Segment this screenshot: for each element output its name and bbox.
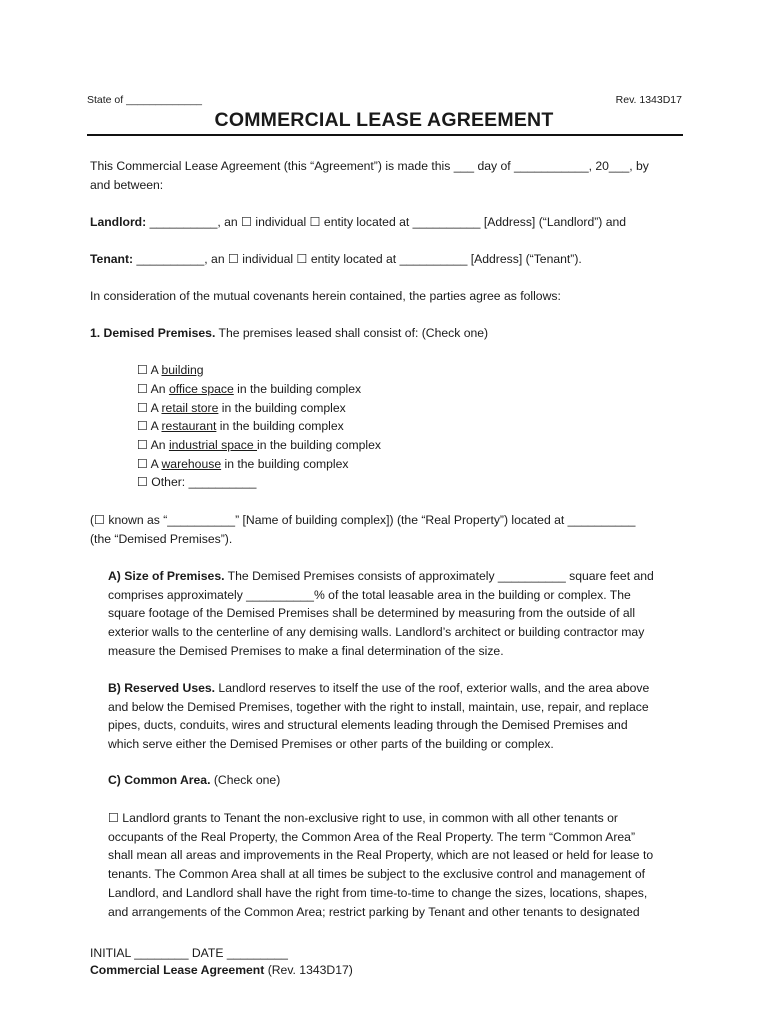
option-link: warehouse bbox=[161, 457, 222, 471]
option-link: industrial space bbox=[168, 438, 258, 452]
reserved-label: B) Reserved Uses. bbox=[108, 681, 216, 695]
premises-option-other[interactable]: ☐ Other: __________ bbox=[137, 475, 257, 489]
initial-date-line: INITIAL ________ DATE _________ bbox=[90, 946, 288, 960]
size-label: A) Size of Premises. bbox=[108, 569, 225, 583]
common-area-heading: C) Common Area. (Check one) bbox=[108, 773, 281, 787]
known-as-paragraph bbox=[90, 511, 680, 548]
common-label: C) Common Area. bbox=[108, 773, 211, 787]
premises-option-office-space[interactable]: ☐ An office space in the building complex bbox=[137, 382, 362, 396]
tenant-text: __________, an ☐ individual ☐ entity located at __________ [Address] (“Tenant”). bbox=[133, 252, 582, 266]
section-1-heading bbox=[90, 324, 680, 343]
known-as-line: (the “Demised Premises”). bbox=[90, 531, 233, 546]
premises-option-warehouse[interactable]: ☐ A warehouse in the building complex bbox=[137, 457, 349, 471]
intro-paragraph bbox=[90, 157, 680, 194]
intro-line: This Commercial Lease Agreement (this “Agreement”) is made this ___ day of ___________, 20___, by bbox=[90, 159, 649, 173]
option-link: restaurant bbox=[161, 419, 217, 433]
consideration-paragraph bbox=[90, 287, 680, 306]
tenant-label: Tenant: bbox=[90, 252, 134, 266]
premises-option-building[interactable]: ☐ A building bbox=[137, 363, 204, 377]
section-1-text: The premises leased shall consist of: (Check one) bbox=[215, 326, 489, 340]
option-link: office space bbox=[168, 382, 234, 396]
state-field: State of _____________ bbox=[87, 94, 203, 106]
revision-number: Rev. 1343D17 bbox=[615, 94, 682, 106]
option-link: building bbox=[161, 363, 204, 377]
footer-doc-label: Commercial Lease Agreement (Rev. 1343D17) bbox=[90, 963, 353, 977]
landlord-text: __________, an ☐ individual ☐ entity located at __________ [Address] (“Landlord”) and bbox=[146, 215, 627, 229]
document-title: COMMERCIAL LEASE AGREEMENT bbox=[214, 109, 554, 131]
premises-option-industrial-space[interactable]: ☐ An industrial space in the building complex bbox=[137, 438, 381, 452]
landlord-label: Landlord: bbox=[90, 215, 147, 229]
section-1-label: 1. Demised Premises. bbox=[90, 326, 216, 340]
intro-line: and between: bbox=[90, 177, 164, 192]
reserved-uses-paragraph: B) Reserved Uses. Landlord reserves to itself the use of the roof, exterior walls, and the area above and below the Demised Premises, together with the right to install, maintain, use, repair, and replace pipes, ducts, conduits, wires and structural elements leading through the Demised Premises and which serve either the Demised Premises or other parts of the building or complex. bbox=[108, 681, 650, 752]
title-divider bbox=[87, 134, 683, 136]
known-as-line: (☐ known as “__________” [Name of building complex]) (the “Real Property”) located at __________ bbox=[90, 513, 636, 527]
common-area-grant-paragraph: ☐ Landlord grants to Tenant the non-exclusive right to use, in common with all other tenants or occupants of the Real Property, the Common Area of the Real Property. The term “Common Area” shall mean all areas and improvements in the Real Property, which are not leased or held for lease to tenants. The Common Area shall at all times be subject to the exclusive control and management of Landlord, and Landlord shall have the right from time-to-time to change the sizes, locations, shapes, and arrangements of the Common Area; restrict parking by Tenant and other tenants to designated bbox=[108, 809, 674, 921]
tenant-paragraph bbox=[90, 250, 680, 269]
grant-checkbox-line[interactable]: ☐ Landlord grants to Tenant the non-exclusive right to use, in common with all other tenants or bbox=[108, 811, 618, 825]
premises-option-restaurant[interactable]: ☐ A restaurant in the building complex bbox=[137, 419, 344, 433]
option-link: retail store bbox=[161, 401, 219, 415]
consideration-text: In consideration of the mutual covenants herein contained, the parties agree as follows: bbox=[90, 289, 561, 303]
size-of-premises-paragraph: A) Size of Premises. The Demised Premises consists of approximately __________ square feet and comprises approximately __________% of the total leasable area in the building or complex. The square footage of the Demised Premises shall be determined by measuring from the outside of all exterior walls to the centerline of any demising walls. Landlord’s architect or building contractor may measure the Demised Premises to make a final determination of the size. bbox=[108, 569, 654, 658]
premises-option-retail-store[interactable]: ☐ A retail store in the building complex bbox=[137, 401, 346, 415]
landlord-paragraph bbox=[90, 213, 680, 232]
